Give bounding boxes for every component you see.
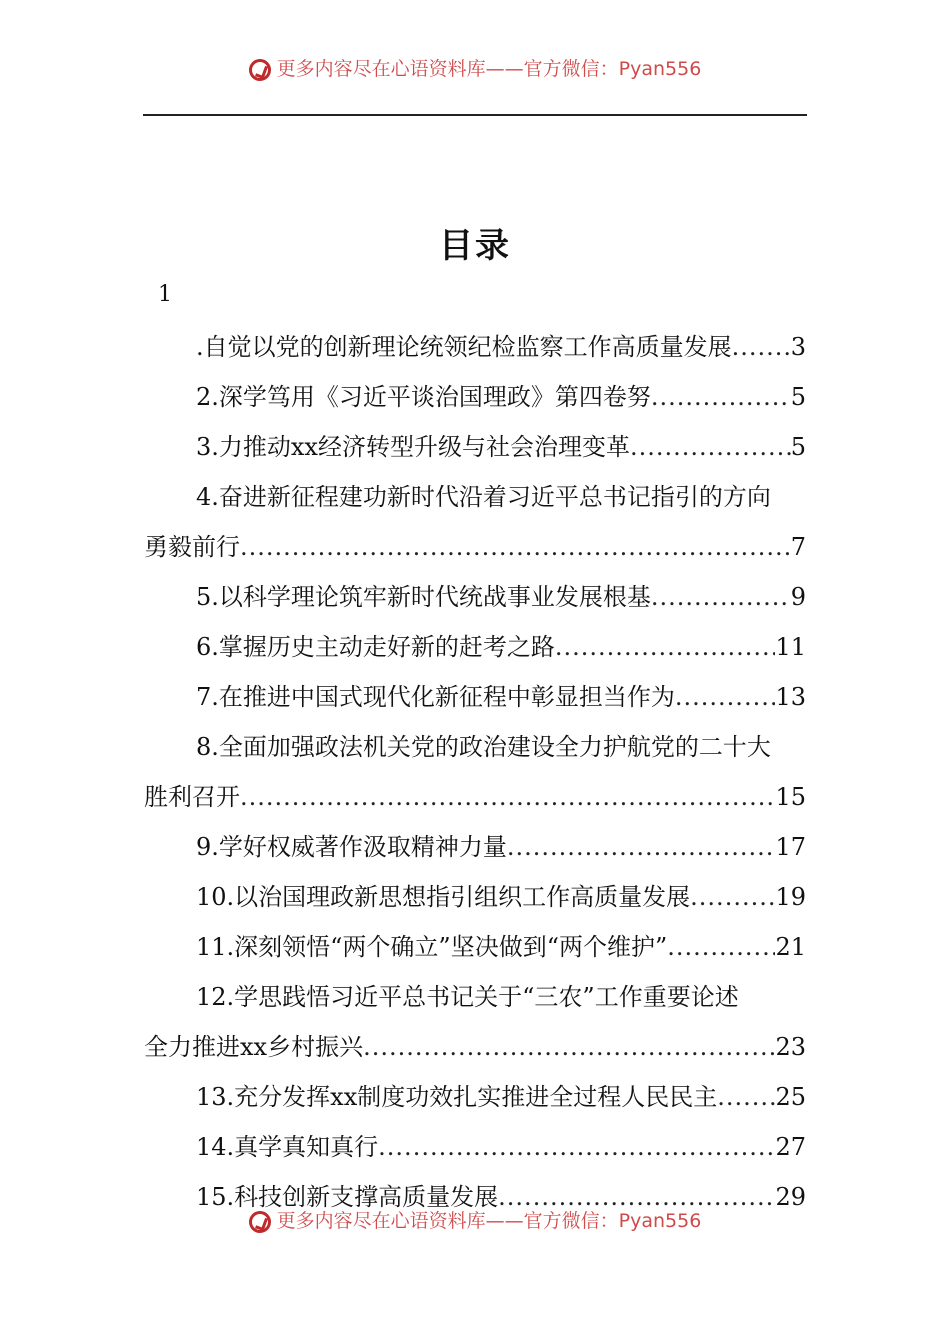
toc-entry-12-continuation[interactable]: 全力推进xx乡村振兴 ..... 23 [144, 1022, 806, 1072]
page-number: 19 [775, 883, 806, 911]
page-number: 7 [790, 533, 806, 561]
page-number: 15 [775, 783, 806, 811]
page-number: 13 [775, 683, 806, 711]
leader-dots [240, 772, 775, 822]
page-number: 5 [790, 383, 806, 411]
leader-dots [378, 1122, 775, 1172]
header-watermark [0, 56, 950, 82]
toc-entry-3[interactable]: 3.力推动xx经济转型升级与社会治理变革 ..... 5 [144, 422, 806, 472]
page-number: 3 [790, 333, 806, 361]
leader-dots [507, 822, 776, 872]
toc-number-one: 1 [158, 282, 172, 307]
toc-entry-4-continuation[interactable]: 勇毅前行 ..... 7 [144, 522, 806, 572]
watermark-logo-icon [249, 59, 271, 81]
toc-entry-2[interactable]: 2.深学笃用《习近平谈治国理政》第四卷努 ..... 5 [144, 372, 806, 422]
header-divider [143, 114, 807, 116]
page-number: 11 [775, 633, 806, 661]
leader-dots [651, 372, 791, 422]
leader-dots [732, 322, 791, 372]
leader-dots [240, 522, 791, 572]
page-title: 目录 [439, 226, 511, 266]
page-number: 25 [775, 1083, 806, 1111]
toc-entry-1[interactable]: .自觉以党的创新理论统领纪检监察工作高质量发展 ..... 3 [144, 322, 806, 372]
page-number: 29 [775, 1183, 806, 1211]
watermark-text: 更多内容尽在心语资料库——官方微信：Pyan556 [276, 58, 702, 80]
page-number: 5 [790, 433, 806, 461]
toc-entry-9[interactable]: 9.学好权威著作汲取精神力量 ..... 17 [144, 822, 806, 872]
toc-entry-13[interactable]: 13.充分发挥xx制度功效扎实推进全过程人民民主 ..... 25 [144, 1072, 806, 1122]
watermark-text: 更多内容尽在心语资料库——官方微信：Pyan556 [276, 1210, 702, 1232]
toc-entry-10[interactable]: 10.以治国理政新思想指引组织工作高质量发展 ..... 19 [144, 872, 806, 922]
toc-entry-15[interactable]: 15.科技创新支撑高质量发展 ..... 29 [144, 1172, 806, 1222]
leader-dots [630, 422, 791, 472]
leader-dots [675, 672, 776, 722]
leader-dots [667, 922, 775, 972]
toc-entry-4[interactable]: 4.奋进新征程建功新时代沿着习近平总书记指引的方向 [196, 483, 771, 511]
page-number: 17 [775, 833, 806, 861]
toc-entry-5[interactable]: 5.以科学理论筑牢新时代统战事业发展根基 ..... 9 [144, 572, 806, 622]
watermark-logo-icon [249, 1211, 271, 1233]
page-number: 9 [790, 583, 806, 611]
leader-dots [651, 572, 791, 622]
footer-watermark [0, 1208, 950, 1234]
page-number: 27 [775, 1133, 806, 1161]
table-of-contents [144, 322, 806, 1222]
toc-entry-8-continuation[interactable]: 胜利召开 ..... 15 [144, 772, 806, 822]
leader-dots [555, 622, 776, 672]
toc-entry-11[interactable]: 11.深刻领悟“两个确立”坚决做到“两个维护” ..... 21 [144, 922, 806, 972]
page-number: 23 [775, 1033, 806, 1061]
toc-entry-7[interactable]: 7.在推进中国式现代化新征程中彰显担当作为 ..... 13 [144, 672, 806, 722]
toc-entry-12[interactable]: 12.学思践悟习近平总书记关于“三农”工作重要论述 [196, 983, 739, 1011]
leader-dots [363, 1022, 775, 1072]
toc-entry-6[interactable]: 6.掌握历史主动走好新的赶考之路 ..... 11 [144, 622, 806, 672]
toc-entry-8[interactable]: 8.全面加强政法机关党的政治建设全力护航党的二十大 [196, 733, 771, 761]
page-number: 21 [775, 933, 806, 961]
leader-dots [690, 872, 775, 922]
toc-entry-14[interactable]: 14.真学真知真行 ..... 27 [144, 1122, 806, 1172]
leader-dots [717, 1072, 775, 1122]
